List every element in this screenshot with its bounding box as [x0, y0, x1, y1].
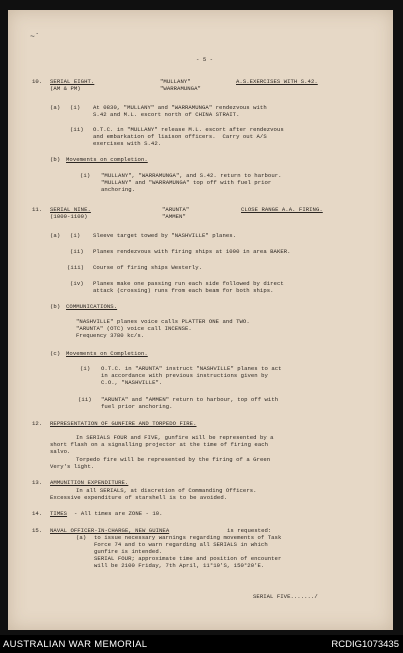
section-12-heading: REPRESENTATION OF GUNFIRE AND TORPEDO FIRE. [50, 420, 197, 427]
section-10-b-i-line3: anchoring. [101, 186, 136, 193]
section-12-line2: short flash on a signalling projector at the time of firing each [50, 441, 269, 448]
section-11-a-iii-line1: Course of firing ships Westerly. [93, 264, 203, 271]
section-10-title: SERIAL EIGHT. [50, 78, 95, 85]
section-11-a-iii: (iii) [67, 264, 85, 271]
section-15-line2: Force 74 and to warn regarding all SERIALS in which [94, 541, 268, 548]
section-10-b-i-line1: "MULLANY", "WARRAMUNGA", and S.42. return to harbour. [101, 172, 282, 179]
section-15-number: 15. [32, 527, 43, 534]
section-15-heading-tail: is requested: [227, 527, 272, 534]
section-10-b-label: (b) [50, 156, 61, 163]
footer-record-id: RCDIG1073435 [331, 639, 399, 650]
section-10-number: 10. [32, 78, 43, 85]
section-11-b-label: (b) [50, 303, 61, 310]
section-11-a-iv-line1: Planes make one passing run each side followed by direct [93, 280, 284, 287]
section-12-number: 12. [32, 420, 43, 427]
section-13-number: 13. [32, 479, 43, 486]
section-11-ship2: "AMMEN" [162, 213, 186, 220]
section-10-a-i-line1: At 0830, "MULLANY" and "WARRAMUNGA" rendezvous with [93, 104, 267, 111]
section-11-number: 11. [32, 206, 43, 213]
section-15-a-label: (a) [76, 534, 87, 541]
section-11-a-ii-line1: Planes rendezvous with firing ships at 1000 in area BAKER. [93, 248, 291, 255]
section-13-line2: Excessive expenditure of starshell is to be avoided. [50, 494, 228, 501]
section-11-c-i-line1: O.T.C. in "ARUNTA" instruct "NASHVILLE" planes to act [101, 365, 282, 372]
section-11-a-iv-line2: attack (crossing) runs from each beam for both ships. [93, 287, 274, 294]
section-10-a-i: (i) [70, 104, 81, 111]
page-number: - 5 - [196, 56, 214, 63]
section-10-a-ii: (ii) [70, 126, 84, 133]
section-13-line1: In all SERIALS, at discretion of Commanding Officers. [76, 487, 257, 494]
section-14-number: 14. [32, 510, 43, 517]
section-14-heading: TIMES [50, 510, 68, 517]
section-11-title: SERIAL NINE. [50, 206, 91, 213]
section-10-b-i: (i) [80, 172, 91, 179]
archive-mark: ~` [30, 33, 40, 42]
archive-footer [0, 635, 403, 653]
section-10-heading: A.S.EXERCISES WITH S.42. [236, 78, 318, 85]
section-10-b-i-line2: "MULLANY" and "WARRAMUNGA" top off with fuel prior [101, 179, 272, 186]
section-11-b-line3: Frequency 3780 kc/s. [76, 332, 145, 339]
section-11-a-i: (i) [70, 232, 81, 239]
section-10-ship2: "WARRAMUNGA" [160, 85, 201, 92]
section-10-a-ii-line3: exercises with S.42. [93, 140, 162, 147]
section-15-line3: gunfire is intended. [94, 548, 163, 555]
section-11-c-i-line3: C.O., "NASHVILLE". [101, 379, 163, 386]
section-15-line4: SERIAL FOUR; approximate time and position of encounter [94, 555, 282, 562]
section-11-c-heading: Movements on Completion. [66, 350, 148, 357]
section-12-line1: In SERIALS FOUR and FIVE, gunfire will be represented by a [76, 434, 274, 441]
section-11-b-line1: "NASHVILLE" planes voice calls PLATTER ONE and TWO. [76, 318, 250, 325]
section-11-c-ii-line1: "ARUNTA" and "AMMEN" return to harbour, top off with [101, 396, 279, 403]
section-11-a-label: (a) [50, 232, 61, 239]
section-11-heading: CLOSE RANGE A.A. FIRING. [241, 206, 323, 213]
section-11-c-i-line2: in accordance with previous instructions given by [101, 372, 268, 379]
section-13-heading: AMMUNITION EXPENDITURE. [50, 479, 129, 486]
section-14-text: - All times are ZONE - 10. [74, 510, 163, 517]
section-15-line1: to issue necessary warnings regarding movements of Task [94, 534, 282, 541]
section-10-ship1: "MULLANY" [160, 78, 191, 85]
section-10-a-ii-line1: O.T.C. in "MULLANY" release M.L. escort after rendezvous [93, 126, 284, 133]
section-11-c-ii-line2: fuel prior anchoring. [101, 403, 173, 410]
section-15-heading: NAVAL OFFICER-IN-CHARGE, NEW GUINEA [50, 527, 170, 534]
section-15-line5: will be 2100 Friday, 7th April, 11°10'S, 150°20'E. [94, 562, 265, 569]
section-11-c-ii: (ii) [78, 396, 92, 403]
section-10-b-heading: Movements on completion. [66, 156, 148, 163]
section-10-time: (AM & PM) [50, 85, 81, 92]
section-11-c-label: (c) [50, 350, 61, 357]
section-10-a-ii-line2: and embarkation of liaison officers. Carry out A/S [93, 133, 267, 140]
section-11-time: (1000-1100) [50, 213, 88, 220]
footer-source: AUSTRALIAN WAR MEMORIAL [3, 639, 148, 650]
continuation-note: SERIAL FIVE......./ [253, 593, 318, 600]
section-11-ship1: "ARUNTA" [162, 206, 190, 213]
section-12-line4: Torpedo fire will be represented by the firing of a Green [76, 456, 271, 463]
section-11-a-iv: (iv) [70, 280, 84, 287]
section-12-line3: salvo. [50, 448, 71, 455]
section-10-a-i-line2: S.42 and M.L. escort north of CHINA STRAIT. [93, 111, 240, 118]
section-12-line5: Very's light. [50, 463, 95, 470]
section-11-c-i: (i) [80, 365, 91, 372]
section-10-a-label: (a) [50, 104, 61, 111]
section-11-a-i-line1: Sleeve target towed by "NASHVILLE" planes. [93, 232, 237, 239]
section-11-b-line2: "ARUNTA" (OTC) voice call INCENSE. [76, 325, 192, 332]
section-11-a-ii: (ii) [70, 248, 84, 255]
section-11-b-heading: COMMUNICATIONS. [66, 303, 118, 310]
